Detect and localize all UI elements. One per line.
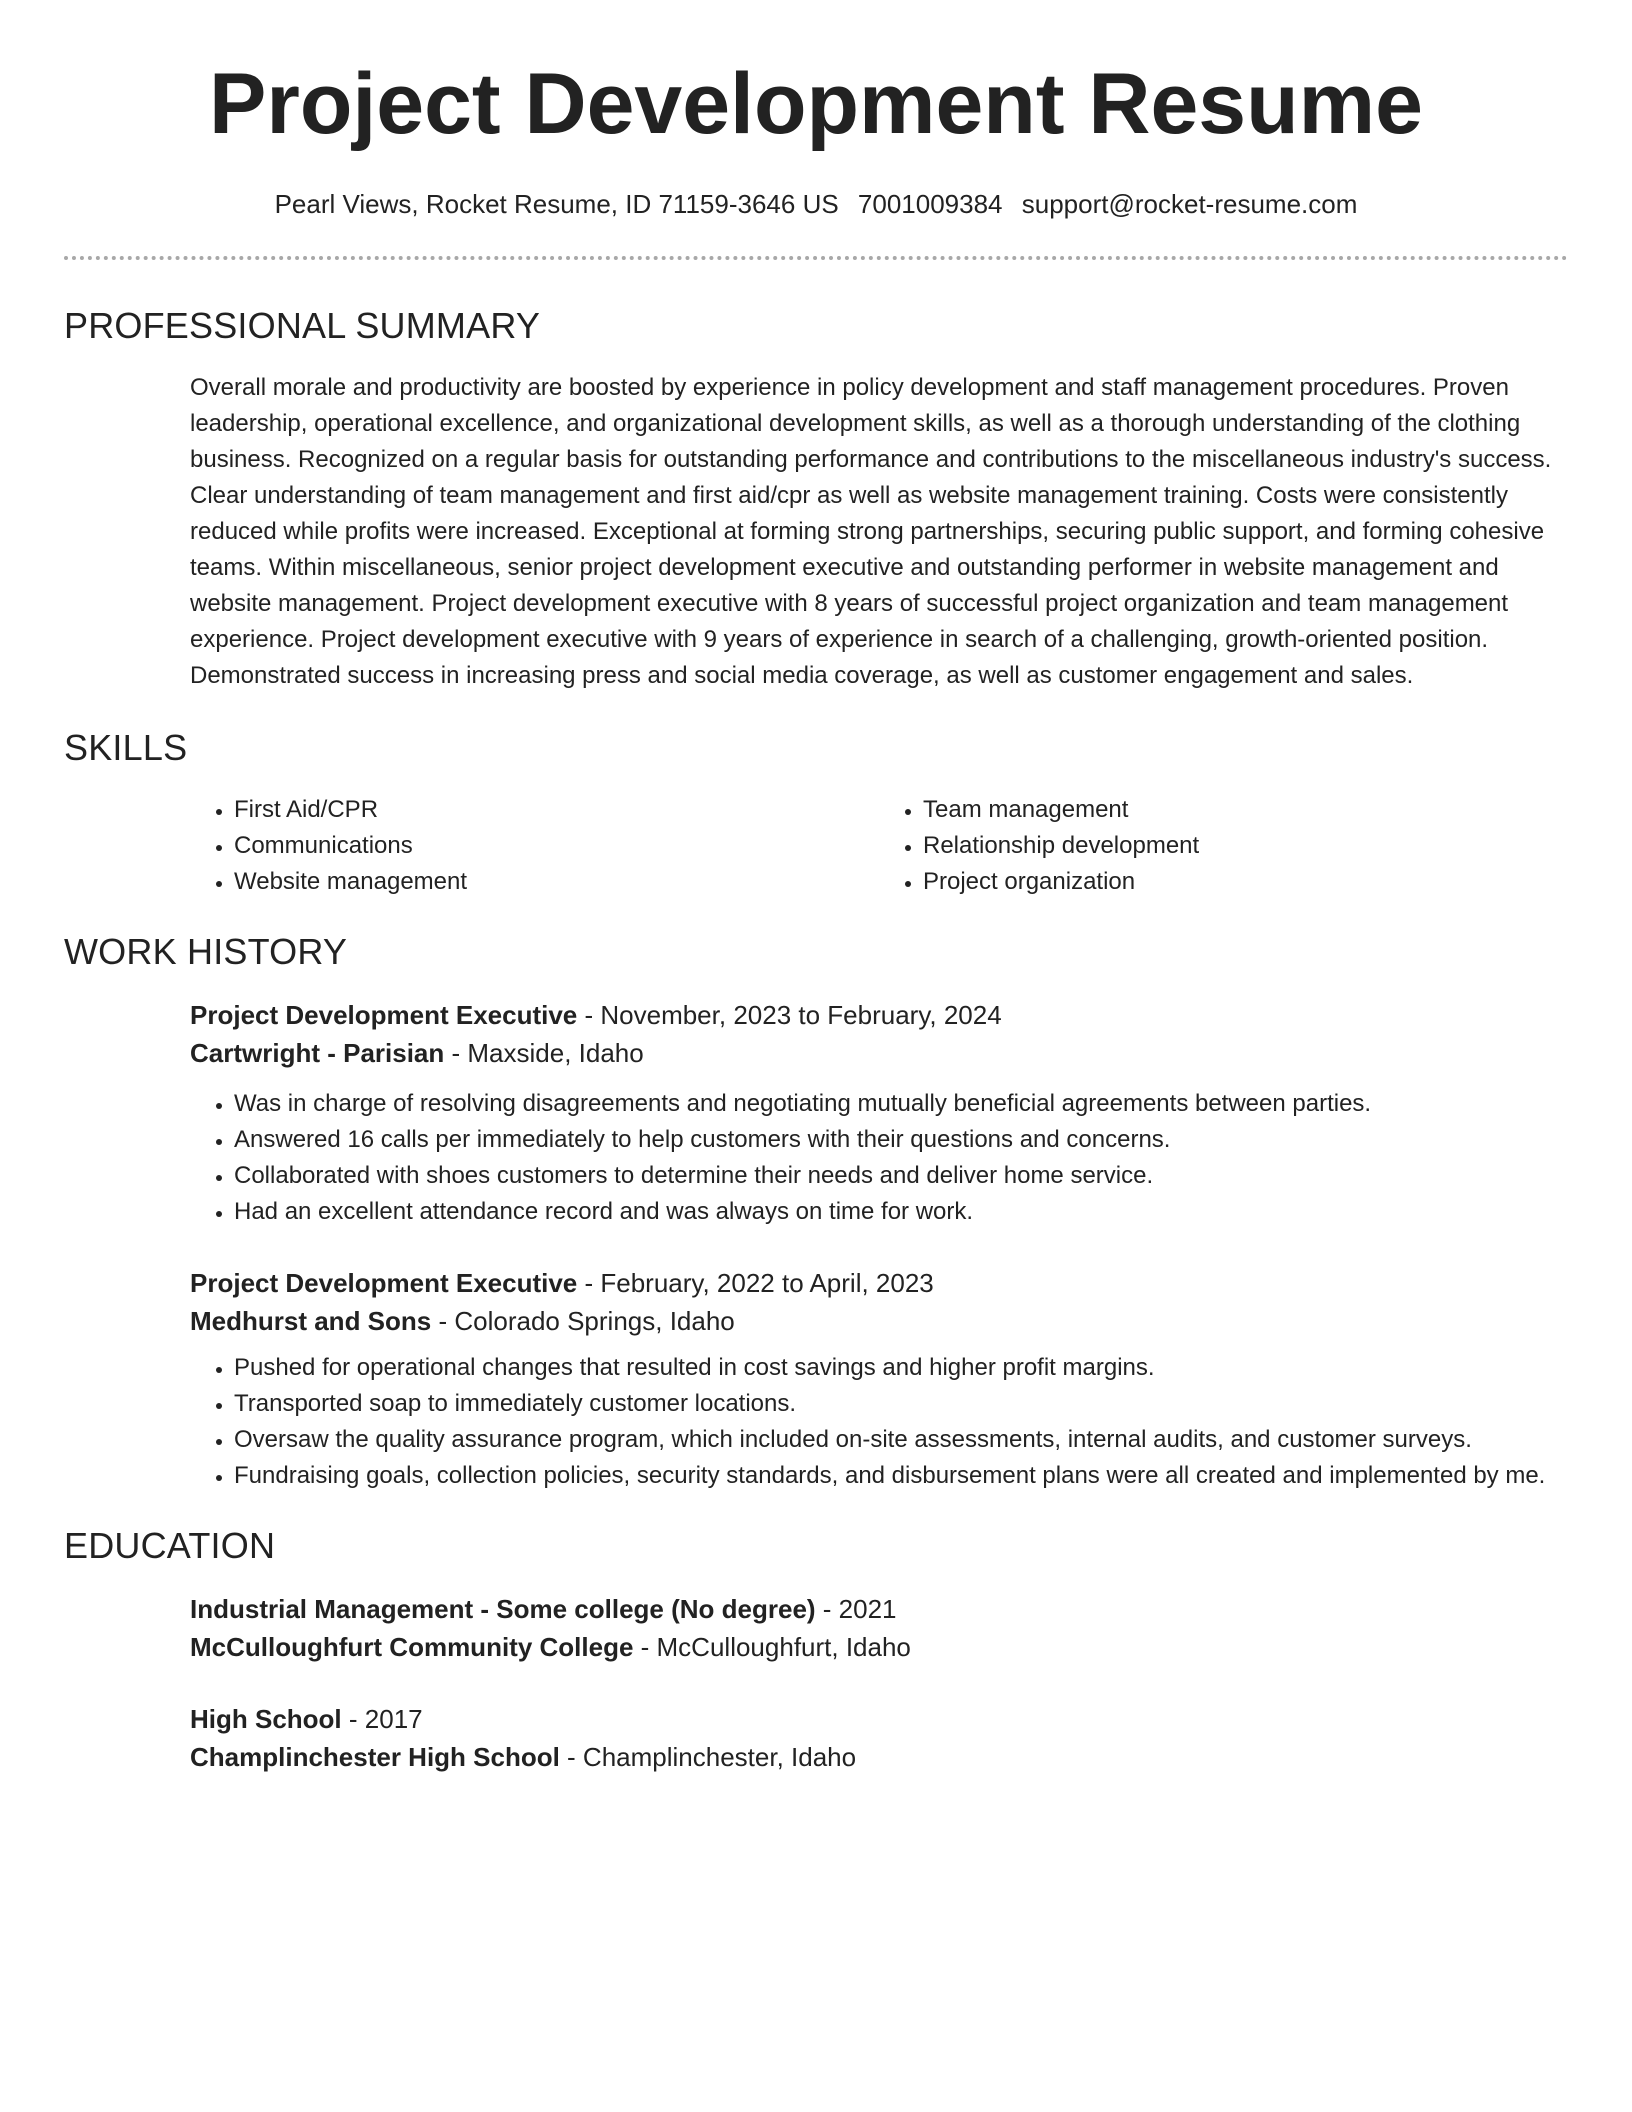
job-title-line xyxy=(190,1264,1568,1302)
header-divider xyxy=(64,256,1568,260)
job-entry xyxy=(64,1264,1568,1494)
education-heading: EDUCATION xyxy=(64,1525,276,1566)
skill-item: • First Aid/CPR xyxy=(234,792,879,828)
summary-heading: PROFESSIONAL SUMMARY xyxy=(64,305,541,346)
job-bullet: • Transported soap to immediately customer locations. xyxy=(234,1386,1568,1422)
job-bullet: • Pushed for operational changes that resulted in cost savings and higher profit margins. xyxy=(234,1350,1568,1386)
education-year: - 2021 xyxy=(815,1594,897,1624)
job-company-line xyxy=(190,1034,1568,1072)
job-bullet: • Fundraising goals, collection policies, security standards, and disbursement plans were all created and implemented by me. xyxy=(234,1458,1568,1494)
job-entry xyxy=(64,996,1568,1230)
education-school: Champlinchester High School xyxy=(190,1742,560,1772)
education-location: - Champlinchester, Idaho xyxy=(559,1742,857,1772)
job-bullet: • Oversaw the quality assurance program, which included on-site assessments, internal audits, and customer surveys. xyxy=(234,1422,1568,1458)
resume-title: Project Development Resume xyxy=(209,56,1423,152)
education-year: - 2017 xyxy=(341,1704,423,1734)
skill-item: • Communications xyxy=(234,828,879,864)
education-degree: Industrial Management - Some college (No degree) xyxy=(190,1594,816,1624)
skill-item: • Team management xyxy=(923,792,1568,828)
education-school: McCulloughfurt Community College xyxy=(190,1632,634,1662)
summary-section xyxy=(64,370,1568,694)
contact-email: support@rocket-resume.com xyxy=(1021,189,1358,219)
job-bullet: • Was in charge of resolving disagreements and negotiating mutually beneficial agreements between parties. xyxy=(234,1086,1568,1122)
job-dates: - November, 2023 to February, 2024 xyxy=(577,1000,1002,1030)
job-bullet: • Collaborated with shoes customers to determine their needs and deliver home service. xyxy=(234,1158,1568,1194)
skill-item: • Website management xyxy=(234,864,879,900)
education-school-line xyxy=(190,1738,1568,1776)
summary-text: Overall morale and productivity are boosted by experience in policy development and staff management procedures. Proven leadership, operational excellence, and organizational development skills, as well as a thorough understanding of the clothing business. Recognized on a regular basis for outstanding performance and contributions to the miscellaneous industry's success. Clear understanding of team management and first aid/cpr as well as website management training. Costs were consistently reduced while profits were increased. Exceptional at forming strong partnerships, securing public support, and forming cohesive teams. Within miscellaneous, senior project development executive and outstanding performer in website management and website management. Project development executive with 8 years of successful project organization and team management experience. Project development executive with 9 years of experience in search of a challenging, growth-oriented position. Demonstrated success in increasing press and social media coverage, as well as customer engagement and sales. xyxy=(190,374,1552,689)
job-title: Project Development Executive xyxy=(190,1268,578,1298)
job-bullets xyxy=(190,1086,1568,1230)
job-bullet: • Answered 16 calls per immediately to help customers with their questions and concerns. xyxy=(234,1122,1568,1158)
work-heading: WORK HISTORY xyxy=(64,931,348,972)
job-company: Medhurst and Sons xyxy=(190,1306,432,1336)
education-degree-line xyxy=(190,1700,1568,1738)
skills-column-right xyxy=(879,792,1568,900)
job-bullet: • Had an excellent attendance record and was always on time for work. xyxy=(234,1194,1568,1230)
skills-heading: SKILLS xyxy=(64,727,188,768)
education-school-line xyxy=(190,1628,1568,1666)
job-dates: - February, 2022 to April, 2023 xyxy=(577,1268,934,1298)
contact-address: Pearl Views, Rocket Resume, ID 71159-3646 US xyxy=(274,189,839,219)
education-entry xyxy=(64,1700,1568,1776)
education-degree-line xyxy=(190,1590,1568,1628)
skills-list xyxy=(64,792,1568,900)
skill-item: • Relationship development xyxy=(923,828,1568,864)
job-bullets xyxy=(190,1350,1568,1494)
contact-line xyxy=(64,186,1568,222)
skill-item: • Project organization xyxy=(923,864,1568,900)
job-location: - Colorado Springs, Idaho xyxy=(431,1306,735,1336)
education-degree: High School xyxy=(190,1704,342,1734)
job-location: - Maxside, Idaho xyxy=(444,1038,644,1068)
job-title: Project Development Executive xyxy=(190,1000,578,1030)
job-company-line xyxy=(190,1302,1568,1340)
education-location: - McCulloughfurt, Idaho xyxy=(633,1632,911,1662)
skills-column-left xyxy=(190,792,879,900)
education-entry xyxy=(64,1590,1568,1666)
job-company: Cartwright - Parisian xyxy=(190,1038,445,1068)
contact-phone: 7001009384 xyxy=(857,189,1003,219)
job-title-line xyxy=(190,996,1568,1034)
